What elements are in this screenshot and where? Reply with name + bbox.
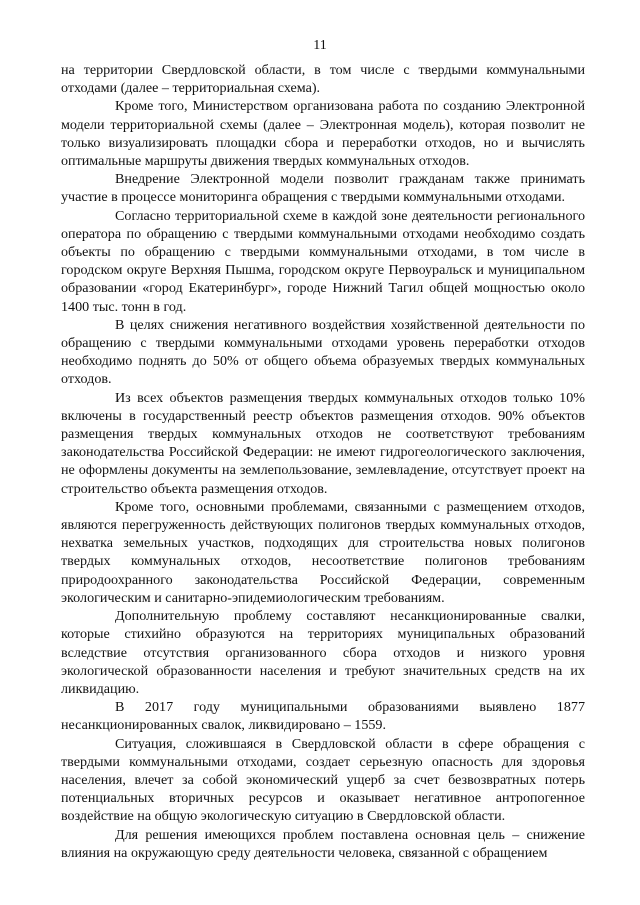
paragraph-9: В 2017 году муниципальными образованиями выявлено 1877 несанкционированных свалок, ликвидировано – 1559. [61, 699, 585, 734]
paragraph-4: Согласно территориальной схеме в каждой зоне деятельности регионального оператора по обращению с твердыми коммунальными отходами необходимо создать объекты по обращению с твердыми коммунальными отходами, в том числе в городском округе Верхняя Пышма, городском округе Первоуральск и муниципальном образовании «город Екатеринбург», городе Нижний Тагил общей мощностью около 1400 тыс. тонн в год. [61, 207, 585, 315]
paragraph-6: Из всех объектов размещения твердых коммунальных отходов только 10% включены в государственный реестр объектов размещения отходов. 90% объектов размещения твердых коммунальных отходов не соответствуют требованиям законодательства Российской Федерации: не имеют гидрогеологического заключения, не оформлены документы на землепользование, землевладение, отсутствует проект на строительство объекта размещения отходов. [61, 389, 585, 497]
document-body [61, 61, 585, 862]
paragraph-7: Кроме того, основными проблемами, связанными с размещением отходов, являются перегруженность действующих полигонов твердых коммунальных отходов, нехватка земельных участков, подходящих для строительства новых полигонов твердых коммунальных отходов, несоответствие полигонов требованиям природоохранного законодательства Российской Федерации, современным экологическим и санитарно-эпидемиологическим требованиям. [61, 498, 585, 606]
paragraph-5: В целях снижения негативного воздействия хозяйственной деятельности по обращению с твердыми коммунальными отходами уровень переработки отходов необходимо поднять до 50% от общего объема образуемых твердых коммунальных отходов. [61, 316, 585, 388]
paragraph-3: Внедрение Электронной модели позволит гражданам также принимать участие в процессе мониторинга обращения с твердыми коммунальными отходами. [61, 171, 585, 206]
paragraph-8: Дополнительную проблему составляют несанкционированные свалки, которые стихийно образуются на территориях муниципальных образований вследствие отсутствия организованного сбора отходов и низкого уровня экологической образованности населения и требуют значительных средств на их ликвидацию. [61, 608, 585, 697]
paragraph-11: Для решения имеющихся проблем поставлена основная цель – снижение влияния на окружающую среду деятельности человека, связанной с обращением [61, 826, 585, 861]
paragraph-2: Кроме того, Министерством организована работа по созданию Электронной модели территориальной схемы (далее – Электронная модель), которая позволит не только визуализировать площадки сбора и переработки отходов, но и вычислять оптимальные маршруты движения твердых коммунальных отходов. [61, 98, 585, 170]
paragraph-10: Ситуация, сложившаяся в Свердловской области в сфере обращения с твердыми коммунальными отходами, создает серьезную опасность для здоровья населения, влечет за собой экономический ущерб за счет безвозвратных потерь потенциальных вторичных ресурсов и оказывает негативное антропогенное воздействие на общую экологическую ситуацию в Свердловской области. [61, 735, 585, 825]
paragraph-1: на территории Свердловской области, в том числе с твердыми коммунальными отходами (далее – территориальная схема). [61, 62, 585, 97]
page-number: 11 [313, 38, 327, 53]
